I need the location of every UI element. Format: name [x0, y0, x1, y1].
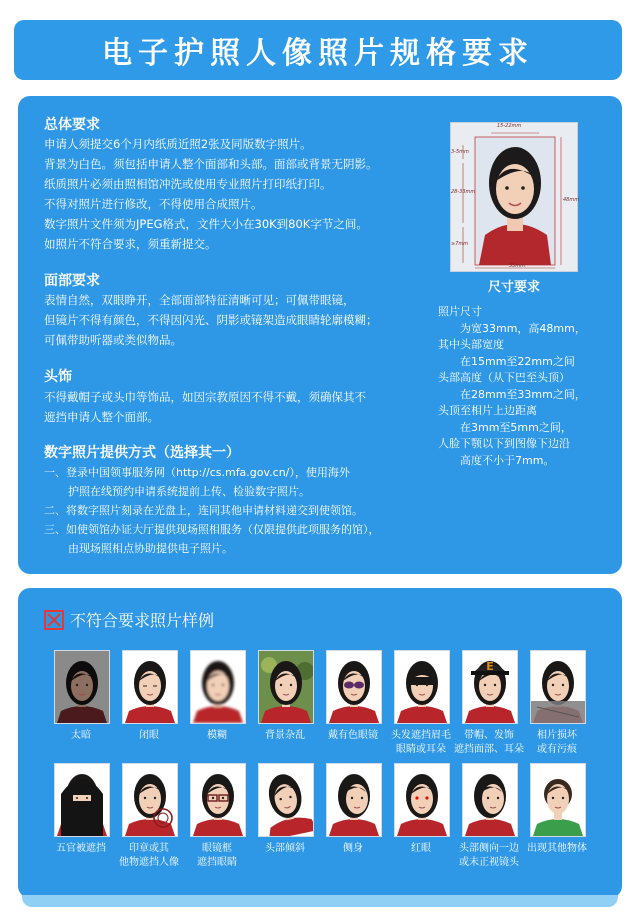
sample-photo: [462, 763, 518, 837]
sample-caption-line: 或未正视镜头: [459, 857, 519, 868]
sample-photo: [530, 650, 586, 724]
general-line: 不得对照片进行修改，不得使用合成照片。: [44, 197, 263, 211]
sample-caption-line: 头发遮挡眉毛: [391, 730, 451, 741]
x-box-icon: [44, 610, 64, 630]
spec-photo: [450, 122, 578, 272]
digital-line: 三、如使领馆办证大厅提供现场照相服务（仅限提供此项服务的馆），: [44, 523, 380, 536]
digital-title: 数字照片提供方式（选择其一）: [44, 445, 240, 461]
sample-caption: [43, 842, 119, 856]
general-title: 总体要求: [44, 117, 100, 133]
panel-shadow: [22, 895, 618, 907]
sample-caption: [43, 729, 119, 743]
sample-photo: [122, 650, 178, 724]
sample-caption-line: 太暗: [71, 730, 91, 741]
sample-caption: [315, 842, 391, 856]
general-line: 申请人须提交6个月内纸质近照2张及同版数字照片。: [44, 137, 312, 151]
spec-line: 在28mm至33mm之间，: [460, 387, 586, 401]
bad-samples-heading: 不符合要求照片样例: [70, 611, 215, 630]
spec-line: 头部高度（从下巴至头顶）: [438, 371, 570, 384]
spec-line: 其中头部宽度: [438, 338, 504, 351]
sample-caption-line: 五官被遮挡: [56, 843, 106, 854]
sample-caption: [111, 842, 187, 870]
sample-photo: [326, 650, 382, 724]
sample-caption-line: 头部倾斜: [265, 843, 305, 854]
sample-caption: [383, 842, 459, 856]
sample-caption: [247, 729, 323, 743]
spec-label: 尺寸要求: [487, 280, 540, 295]
spec-line: 为宽33mm，高48mm，: [460, 321, 586, 335]
headwear-title: 头饰: [44, 369, 72, 385]
sample-photo: [54, 763, 110, 837]
digital-line: 由现场照相点协助提供电子照片。: [68, 542, 233, 555]
sample-caption-line: 戴有色眼镜: [328, 730, 378, 741]
sample-caption: [519, 729, 595, 757]
sample-caption-line: 头部侧向一边: [459, 843, 519, 854]
sample-caption-line: 侧身: [343, 843, 363, 854]
sample-caption-line: 闭眼: [139, 730, 159, 741]
sample-photo: [394, 650, 450, 724]
spec-list: [438, 304, 586, 469]
sample-photo: [394, 763, 450, 837]
sample-photo: [190, 650, 246, 724]
digital-line: 护照在线预约申请系统提前上传、检验数字照片。: [68, 485, 310, 498]
sample-photo: [258, 763, 314, 837]
sample-photo: [122, 763, 178, 837]
sample-caption-line: 眼睛或耳朵: [396, 744, 446, 755]
bad-samples-title: [44, 608, 214, 631]
svg-text:E: E: [486, 660, 494, 673]
sample-caption-line: 背景杂乱: [265, 730, 305, 741]
sample-caption: [247, 842, 323, 856]
digital-text: [44, 463, 380, 558]
spec-dim-width: 33mm: [509, 263, 526, 269]
sample-caption-line: 遮挡面部、耳朵: [454, 744, 524, 755]
digital-line: 一、登录中国领事服务网（http://cs.mfa.gov.cn/），使用海外: [44, 466, 350, 479]
sample-caption: [179, 729, 255, 743]
sample-caption: [383, 729, 459, 757]
sample-caption: [179, 842, 255, 870]
page-title: 电子护照人像照片规格要求: [102, 36, 534, 71]
spec-dim-top: 15-22mm: [497, 123, 522, 129]
face-line: 表情自然，双眼睁开，全部面部特征清晰可见；可佩带眼镜，: [44, 293, 355, 307]
sample-caption-line: 出现其他物体: [527, 843, 587, 854]
sample-caption: [519, 842, 595, 856]
sample-caption: [315, 729, 391, 743]
sample-photo: [258, 650, 314, 724]
face-text: [44, 290, 378, 350]
sample-caption-line: 带帽、发饰: [464, 730, 514, 741]
sample-photo: [54, 650, 110, 724]
digital-line: 二、将数字照片刻录在光盘上，连同其他申请材料递交到使领馆。: [44, 504, 363, 517]
sample-photo: [190, 763, 246, 837]
face-line: 可佩带助听器或类似物品。: [44, 333, 182, 347]
sample-caption-line: 眼镜框: [202, 843, 232, 854]
spec-line: 照片尺寸: [438, 305, 482, 318]
sample-caption-line: 模糊: [207, 730, 227, 741]
face-line: 但镜片不得有颜色，不得因闪光、阴影或镜架造成眼睛轮廓模糊；: [44, 313, 378, 327]
spec-line: 在15mm至22mm之间: [460, 354, 575, 368]
spec-dim-height: 48mm: [563, 197, 580, 203]
headwear-text: [44, 387, 366, 427]
sample-caption-line: 或有污痕: [537, 744, 577, 755]
sample-caption: [451, 729, 527, 757]
sample-caption-line: 相片损坏: [537, 730, 577, 741]
general-line: 数字照片文件须为JPEG格式，文件大小在30K到80K字节之间。: [44, 217, 368, 231]
spec-dim-head: 28-33mm: [451, 189, 476, 195]
spec-line: 在3mm至5mm之间，: [460, 420, 572, 434]
spec-line: 人脸下颚以下到图像下边沿: [438, 437, 570, 450]
spec-dim-crown: 3-5mm: [451, 149, 469, 155]
sample-caption-line: 红眼: [411, 843, 431, 854]
face-title: 面部要求: [44, 273, 100, 289]
headwear-line: 不得戴帽子或头巾等饰品，如因宗教原因不得不戴，须确保其不: [44, 390, 366, 404]
sample-caption-line: 他物遮挡人像: [119, 857, 179, 868]
sample-caption: [111, 729, 187, 743]
spec-dim-chin: ≥7mm: [451, 241, 469, 247]
general-line: 背景为白色。须包括申请人整个面部和头部。面部或背景无阴影。: [44, 157, 378, 171]
general-line: 纸质照片必须由照相馆冲洗或使用专业照片打印纸打印。: [44, 177, 332, 191]
general-line: 如照片不符合要求，须重新提交。: [44, 237, 217, 251]
sample-caption-line: 印章或其: [129, 843, 169, 854]
sample-photo: [530, 763, 586, 837]
sample-photo: [326, 763, 382, 837]
spec-line: 头顶至相片上边距离: [438, 404, 537, 417]
title-banner: [14, 20, 622, 80]
headwear-line: 遮挡申请人整个面部。: [44, 410, 159, 424]
sample-photo: [462, 650, 518, 724]
sample-caption: [451, 842, 527, 870]
spec-line: 高度不小于7mm。: [460, 453, 555, 467]
sample-caption-line: 遮挡眼睛: [197, 857, 237, 868]
general-text: [44, 134, 378, 254]
